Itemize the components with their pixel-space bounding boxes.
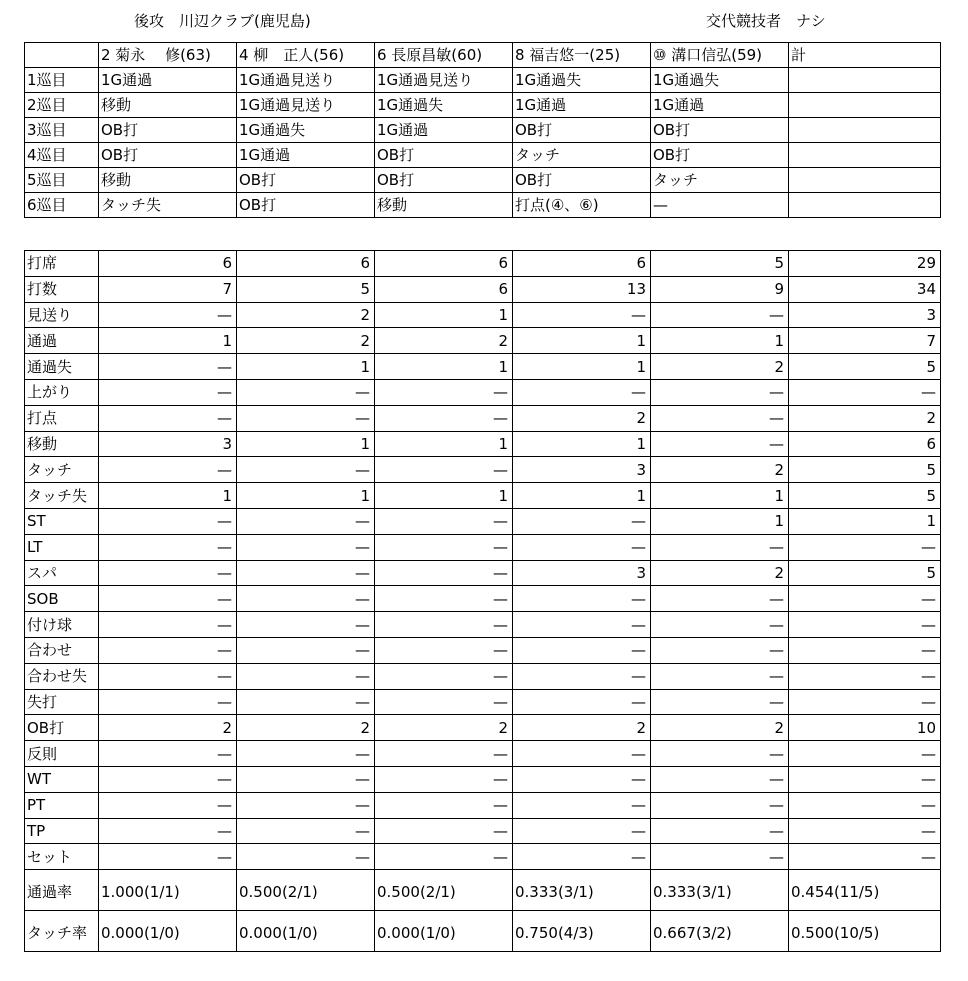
round-result-cell xyxy=(789,168,941,193)
stat-label: 移動 xyxy=(25,431,99,457)
stat-value: — xyxy=(375,612,513,638)
stat-value: 2 xyxy=(237,328,375,354)
stat-value: — xyxy=(651,431,789,457)
round-result-cell: 移動 xyxy=(99,168,237,193)
stat-value: — xyxy=(237,560,375,586)
rate-row xyxy=(25,911,941,952)
stat-value: 1 xyxy=(237,431,375,457)
rate-value: 0.333(3/1) xyxy=(513,870,651,911)
stat-value: — xyxy=(375,405,513,431)
stat-label: 反則 xyxy=(25,741,99,767)
stat-value: 1 xyxy=(651,508,789,534)
round-result-cell: 1G通過見送り xyxy=(237,68,375,93)
stat-value: — xyxy=(237,766,375,792)
stat-value: 1 xyxy=(513,354,651,380)
stat-value: 2 xyxy=(651,354,789,380)
stat-value: 2 xyxy=(789,405,941,431)
round-row xyxy=(25,118,941,143)
stat-value: — xyxy=(651,844,789,870)
stat-value: — xyxy=(237,818,375,844)
stat-label: ST xyxy=(25,508,99,534)
round-row xyxy=(25,143,941,168)
stat-row xyxy=(25,276,941,302)
stat-value: — xyxy=(99,508,237,534)
stat-value: 3 xyxy=(513,457,651,483)
stat-value: — xyxy=(651,689,789,715)
stat-value: — xyxy=(99,792,237,818)
stat-value: — xyxy=(375,586,513,612)
stat-row xyxy=(25,792,941,818)
round-row xyxy=(25,168,941,193)
stat-value: — xyxy=(513,741,651,767)
rate-label: 通過率 xyxy=(25,870,99,911)
round-result-cell: 打点(④、⑥) xyxy=(513,193,651,218)
stat-value: — xyxy=(237,844,375,870)
stat-value: 6 xyxy=(99,251,237,277)
stat-value: — xyxy=(375,534,513,560)
stat-value: — xyxy=(99,741,237,767)
stat-row xyxy=(25,457,941,483)
stat-value: 2 xyxy=(375,715,513,741)
round-result-cell: 1G通過見送り xyxy=(237,93,375,118)
rate-label: タッチ率 xyxy=(25,911,99,952)
round-result-cell: 1G通過 xyxy=(375,118,513,143)
stat-label: 失打 xyxy=(25,689,99,715)
stat-value: — xyxy=(513,586,651,612)
stat-row xyxy=(25,302,941,328)
stat-value: — xyxy=(99,405,237,431)
stat-value: 2 xyxy=(651,560,789,586)
stat-label: 合わせ失 xyxy=(25,663,99,689)
stat-value: — xyxy=(513,379,651,405)
stat-label: LT xyxy=(25,534,99,560)
stat-row xyxy=(25,354,941,380)
stat-value: — xyxy=(237,508,375,534)
round-result-cell: OB打 xyxy=(651,143,789,168)
rate-value: 0.000(1/0) xyxy=(99,911,237,952)
stat-value: — xyxy=(237,792,375,818)
stat-row xyxy=(25,508,941,534)
round-result-cell: 1G通過失 xyxy=(237,118,375,143)
stat-value: — xyxy=(789,741,941,767)
stat-value: — xyxy=(651,818,789,844)
stat-value: — xyxy=(651,612,789,638)
stat-value: 1 xyxy=(375,354,513,380)
stat-value: — xyxy=(375,766,513,792)
stat-value: 6 xyxy=(513,251,651,277)
roster-table xyxy=(24,42,941,218)
stat-value: 2 xyxy=(237,302,375,328)
stat-value: 1 xyxy=(513,431,651,457)
stat-value: 3 xyxy=(789,302,941,328)
stat-value: — xyxy=(237,637,375,663)
stat-value: — xyxy=(237,663,375,689)
stat-value: 2 xyxy=(651,457,789,483)
round-result-cell: 1G通過 xyxy=(513,93,651,118)
stat-row xyxy=(25,560,941,586)
stat-value: — xyxy=(99,560,237,586)
round-result-cell: タッチ失 xyxy=(99,193,237,218)
stat-value: 2 xyxy=(375,328,513,354)
stat-value: — xyxy=(789,534,941,560)
stat-value: — xyxy=(375,792,513,818)
stat-value: — xyxy=(789,792,941,818)
roster-header-row xyxy=(25,43,941,68)
rate-value: 0.454(11/5) xyxy=(789,870,941,911)
round-result-cell: 1G通過失 xyxy=(651,68,789,93)
stat-value: 1 xyxy=(375,483,513,509)
stat-value: — xyxy=(651,766,789,792)
round-result-cell: OB打 xyxy=(375,143,513,168)
stat-value: — xyxy=(789,379,941,405)
stat-value: — xyxy=(513,302,651,328)
rate-value: 0.500(2/1) xyxy=(375,870,513,911)
rate-value: 0.333(3/1) xyxy=(651,870,789,911)
stats-table xyxy=(24,250,941,952)
stat-value: — xyxy=(651,637,789,663)
stat-row xyxy=(25,612,941,638)
stat-row xyxy=(25,637,941,663)
stat-value: 5 xyxy=(789,560,941,586)
stat-value: — xyxy=(99,818,237,844)
stat-value: — xyxy=(789,663,941,689)
stat-label: 打数 xyxy=(25,276,99,302)
stat-value: — xyxy=(651,302,789,328)
stat-value: 5 xyxy=(789,483,941,509)
stat-value: 5 xyxy=(789,457,941,483)
round-result-cell: 移動 xyxy=(375,193,513,218)
stat-value: 1 xyxy=(375,431,513,457)
stat-value: 3 xyxy=(99,431,237,457)
stat-value: — xyxy=(789,689,941,715)
stat-value: — xyxy=(375,637,513,663)
stat-value: — xyxy=(99,637,237,663)
stat-value: — xyxy=(513,534,651,560)
stat-value: — xyxy=(375,560,513,586)
player-header: 2 菊永 修(63) xyxy=(99,43,237,68)
stat-label: スパ xyxy=(25,560,99,586)
stat-value: 13 xyxy=(513,276,651,302)
stat-value: — xyxy=(651,741,789,767)
round-result-cell xyxy=(789,193,941,218)
rate-value: 1.000(1/1) xyxy=(99,870,237,911)
stat-value: — xyxy=(651,534,789,560)
round-label: 5巡目 xyxy=(25,168,99,193)
stat-value: — xyxy=(513,637,651,663)
stat-value: — xyxy=(237,612,375,638)
stat-value: 29 xyxy=(789,251,941,277)
stat-value: — xyxy=(375,818,513,844)
stat-value: 1 xyxy=(237,354,375,380)
stat-value: 2 xyxy=(99,715,237,741)
stat-row xyxy=(25,715,941,741)
round-label: 3巡目 xyxy=(25,118,99,143)
stat-label: 通過 xyxy=(25,328,99,354)
stat-value: — xyxy=(651,792,789,818)
player-header: 6 長原昌敏(60) xyxy=(375,43,513,68)
stat-value: — xyxy=(513,818,651,844)
stat-value: 1 xyxy=(651,328,789,354)
stat-value: 6 xyxy=(237,251,375,277)
stat-row xyxy=(25,766,941,792)
stat-value: — xyxy=(237,689,375,715)
stat-label: 付け球 xyxy=(25,612,99,638)
round-result-cell: 1G通過失 xyxy=(375,93,513,118)
stat-value: 3 xyxy=(513,560,651,586)
stat-value: — xyxy=(651,405,789,431)
roster-corner-cell xyxy=(25,43,99,68)
round-result-cell xyxy=(789,143,941,168)
stat-value: — xyxy=(237,457,375,483)
stat-label: PT xyxy=(25,792,99,818)
round-result-cell xyxy=(789,118,941,143)
round-result-cell: 1G通過失 xyxy=(513,68,651,93)
round-result-cell: 1G通過見送り xyxy=(375,68,513,93)
stat-value: 1 xyxy=(513,483,651,509)
stat-row xyxy=(25,741,941,767)
stat-value: — xyxy=(789,612,941,638)
stat-value: — xyxy=(375,508,513,534)
stat-value: — xyxy=(651,663,789,689)
stat-value: — xyxy=(375,741,513,767)
stat-value: — xyxy=(789,844,941,870)
stat-value: — xyxy=(375,663,513,689)
stat-value: — xyxy=(375,457,513,483)
stat-label: 上がり xyxy=(25,379,99,405)
round-result-cell: 1G通過 xyxy=(651,93,789,118)
stat-value: 1 xyxy=(513,328,651,354)
stat-value: — xyxy=(99,586,237,612)
stat-label: SOB xyxy=(25,586,99,612)
round-result-cell: — xyxy=(651,193,789,218)
stat-value: — xyxy=(99,663,237,689)
stat-label: TP xyxy=(25,818,99,844)
stat-value: 2 xyxy=(513,405,651,431)
stat-value: — xyxy=(651,379,789,405)
stat-row xyxy=(25,483,941,509)
stat-label: 打点 xyxy=(25,405,99,431)
stat-value: — xyxy=(99,766,237,792)
stat-value: — xyxy=(99,612,237,638)
stat-value: 1 xyxy=(237,483,375,509)
player-header: 計 xyxy=(789,43,941,68)
stat-label: WT xyxy=(25,766,99,792)
round-result-cell: 移動 xyxy=(99,93,237,118)
stat-value: — xyxy=(237,534,375,560)
stat-value: — xyxy=(99,302,237,328)
stat-value: — xyxy=(375,379,513,405)
rate-value: 0.000(1/0) xyxy=(237,911,375,952)
stat-label: タッチ失 xyxy=(25,483,99,509)
stat-value: — xyxy=(99,844,237,870)
stat-value: 1 xyxy=(789,508,941,534)
stat-value: — xyxy=(789,586,941,612)
stat-value: — xyxy=(513,844,651,870)
stat-value: — xyxy=(99,379,237,405)
stat-label: タッチ xyxy=(25,457,99,483)
stat-value: 5 xyxy=(237,276,375,302)
stat-value: 9 xyxy=(651,276,789,302)
stat-row xyxy=(25,379,941,405)
rate-value: 0.500(2/1) xyxy=(237,870,375,911)
stat-value: — xyxy=(513,689,651,715)
stat-value: — xyxy=(99,534,237,560)
round-row xyxy=(25,93,941,118)
stat-row xyxy=(25,405,941,431)
round-result-cell: OB打 xyxy=(99,143,237,168)
round-label: 2巡目 xyxy=(25,93,99,118)
stat-value: — xyxy=(375,689,513,715)
stat-value: — xyxy=(789,766,941,792)
round-result-cell: 1G通過 xyxy=(237,143,375,168)
stat-value: — xyxy=(237,741,375,767)
rate-value: 0.500(10/5) xyxy=(789,911,941,952)
stat-value: — xyxy=(651,586,789,612)
stat-row xyxy=(25,586,941,612)
stat-label: 打席 xyxy=(25,251,99,277)
stat-value: 5 xyxy=(789,354,941,380)
stat-value: 6 xyxy=(375,251,513,277)
stat-label: 見送り xyxy=(25,302,99,328)
stat-value: — xyxy=(513,508,651,534)
stat-value: 2 xyxy=(651,715,789,741)
round-result-cell xyxy=(789,93,941,118)
stat-row xyxy=(25,689,941,715)
stat-value: — xyxy=(513,766,651,792)
round-label: 4巡目 xyxy=(25,143,99,168)
stat-value: — xyxy=(513,663,651,689)
stat-row xyxy=(25,663,941,689)
stat-value: 1 xyxy=(375,302,513,328)
stat-value: — xyxy=(513,792,651,818)
stat-value: 34 xyxy=(789,276,941,302)
round-label: 6巡目 xyxy=(25,193,99,218)
player-header: 8 福吉悠一(25) xyxy=(513,43,651,68)
round-result-cell: 1G通過 xyxy=(99,68,237,93)
stat-value: 6 xyxy=(375,276,513,302)
stat-value: — xyxy=(99,354,237,380)
rate-value: 0.750(4/3) xyxy=(513,911,651,952)
round-result-cell xyxy=(789,68,941,93)
player-header: 4 柳 正人(56) xyxy=(237,43,375,68)
stat-label: OB打 xyxy=(25,715,99,741)
stat-label: 合わせ xyxy=(25,637,99,663)
stat-row xyxy=(25,251,941,277)
stat-value: — xyxy=(99,457,237,483)
stat-label: セット xyxy=(25,844,99,870)
stat-row xyxy=(25,328,941,354)
rate-value: 0.000(1/0) xyxy=(375,911,513,952)
round-result-cell: OB打 xyxy=(99,118,237,143)
round-result-cell: OB打 xyxy=(375,168,513,193)
stat-row xyxy=(25,818,941,844)
round-result-cell: タッチ xyxy=(651,168,789,193)
stat-value: — xyxy=(513,612,651,638)
stat-value: — xyxy=(375,844,513,870)
round-result-cell: OB打 xyxy=(237,193,375,218)
stat-value: — xyxy=(789,818,941,844)
player-header: ⑩ 溝口信弘(59) xyxy=(651,43,789,68)
stat-value: — xyxy=(99,689,237,715)
stat-value: 10 xyxy=(789,715,941,741)
stat-value: — xyxy=(237,405,375,431)
stat-value: 7 xyxy=(99,276,237,302)
stat-value: 2 xyxy=(237,715,375,741)
stat-value: 2 xyxy=(513,715,651,741)
team-title: 後攻 川辺クラブ(鹿児島) xyxy=(134,12,311,30)
round-result-cell: タッチ xyxy=(513,143,651,168)
round-result-cell: OB打 xyxy=(651,118,789,143)
stat-value: — xyxy=(237,586,375,612)
stat-row xyxy=(25,534,941,560)
stat-value: 7 xyxy=(789,328,941,354)
rate-row xyxy=(25,870,941,911)
substitute-note: 交代競技者 ナシ xyxy=(706,12,826,30)
stat-value: 1 xyxy=(651,483,789,509)
stat-value: — xyxy=(237,379,375,405)
stat-row xyxy=(25,431,941,457)
stat-label: 通過失 xyxy=(25,354,99,380)
rate-value: 0.667(3/2) xyxy=(651,911,789,952)
stat-value: — xyxy=(789,637,941,663)
stat-value: 1 xyxy=(99,483,237,509)
round-result-cell: OB打 xyxy=(513,118,651,143)
stat-value: 5 xyxy=(651,251,789,277)
round-row xyxy=(25,68,941,93)
round-label: 1巡目 xyxy=(25,68,99,93)
round-result-cell: OB打 xyxy=(513,168,651,193)
round-row xyxy=(25,193,941,218)
stat-value: 1 xyxy=(99,328,237,354)
stat-row xyxy=(25,844,941,870)
stat-value: 6 xyxy=(789,431,941,457)
round-result-cell: OB打 xyxy=(237,168,375,193)
